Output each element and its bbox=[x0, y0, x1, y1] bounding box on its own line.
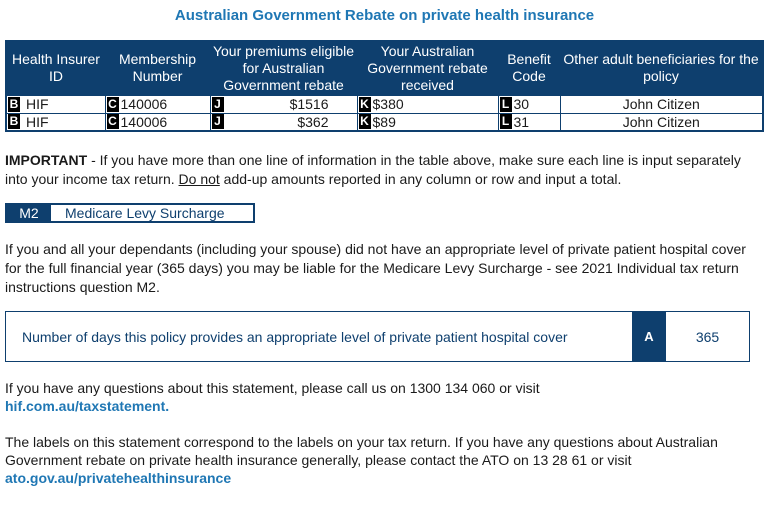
m2-section-header bbox=[5, 203, 255, 223]
tax-label-c: C bbox=[108, 114, 117, 129]
tax-label-a: A bbox=[632, 312, 666, 361]
tax-label-b: B bbox=[9, 114, 19, 129]
beneficiary-name: John Citizen bbox=[622, 96, 700, 112]
membership-number: 140006 bbox=[120, 113, 168, 130]
table-row bbox=[6, 113, 763, 131]
tax-label-c: C bbox=[108, 96, 117, 111]
m2-code: M2 bbox=[7, 205, 51, 221]
header-premiums: Your premiums eligible for Australian Government rebate bbox=[210, 41, 357, 95]
important-text-after: add-up amounts reported in any column or row and input a total. bbox=[219, 171, 622, 187]
premiums-value: $362 bbox=[297, 113, 329, 130]
rebate-value: $89 bbox=[372, 113, 396, 130]
labels-note-paragraph bbox=[5, 433, 764, 487]
ato-link[interactable]: ato.gov.au/privatehealthinsurance bbox=[5, 470, 232, 486]
tax-label-j: J bbox=[212, 97, 224, 112]
tax-label-k: K bbox=[360, 114, 369, 129]
header-insurer-id: Health Insurer ID bbox=[6, 41, 105, 95]
days-covered-value: 365 bbox=[695, 328, 720, 345]
tax-label-j: J bbox=[212, 114, 224, 129]
questions-text: If you have any questions about this statement, please call us on 1300 134 060 or visit bbox=[5, 380, 540, 396]
labels-note-text: The labels on this statement correspond to the labels on your tax return. If you have any questions about Australian Government rebate on private health insurance generally, please contact the ATO on 13 28 61 or visit bbox=[5, 434, 718, 468]
important-lead: IMPORTANT bbox=[5, 152, 88, 168]
important-notice bbox=[5, 151, 764, 189]
page-title: Australian Government Rebate on private health insurance bbox=[174, 7, 595, 24]
beneficiary-name: John Citizen bbox=[622, 113, 700, 130]
questions-paragraph bbox=[5, 379, 764, 415]
surcharge-paragraph: If you and all your dependants (including your spouse) did not have an appropriate level of private patient hospital cover for the full financial year (365 days) you may be liable for the Medicare Levy Surcharge - see 2021 Individual tax return instructions question M2. bbox=[5, 241, 746, 295]
premiums-value: $1516 bbox=[289, 96, 329, 112]
days-covered-box bbox=[5, 311, 750, 362]
tax-label-b: B bbox=[9, 96, 19, 111]
table-header-row bbox=[6, 41, 763, 95]
header-rebate-received: Your Australian Government rebate received bbox=[357, 41, 498, 95]
m2-name: Medicare Levy Surcharge bbox=[65, 205, 225, 221]
benefit-code-value: 30 bbox=[513, 96, 530, 112]
tax-label-l: L bbox=[500, 97, 512, 112]
header-benefit-code: Benefit Code bbox=[498, 41, 560, 95]
tax-label-k: K bbox=[360, 96, 369, 111]
hif-tax-statement-link[interactable]: hif.com.au/taxstatement. bbox=[5, 398, 170, 414]
insurer-id: HIF bbox=[26, 113, 49, 130]
tax-label-l: L bbox=[500, 114, 512, 129]
important-underlined: Do not bbox=[178, 171, 220, 187]
membership-number: 140006 bbox=[120, 96, 168, 112]
table-row bbox=[6, 95, 763, 113]
insurer-id: HIF bbox=[26, 96, 49, 112]
header-membership-number: Membership Number bbox=[105, 41, 210, 95]
benefit-code-value: 31 bbox=[513, 113, 530, 130]
header-beneficiaries: Other adult beneficiaries for the policy bbox=[560, 41, 763, 95]
rebate-table bbox=[5, 40, 764, 132]
important-text-before: - If you have more than one line of information in the table above, make sure each line is input separately into your income tax return. bbox=[5, 152, 741, 187]
days-covered-label: Number of days this policy provides an appropriate level of private patient hospital cover bbox=[22, 328, 568, 345]
rebate-value: $380 bbox=[372, 96, 404, 112]
